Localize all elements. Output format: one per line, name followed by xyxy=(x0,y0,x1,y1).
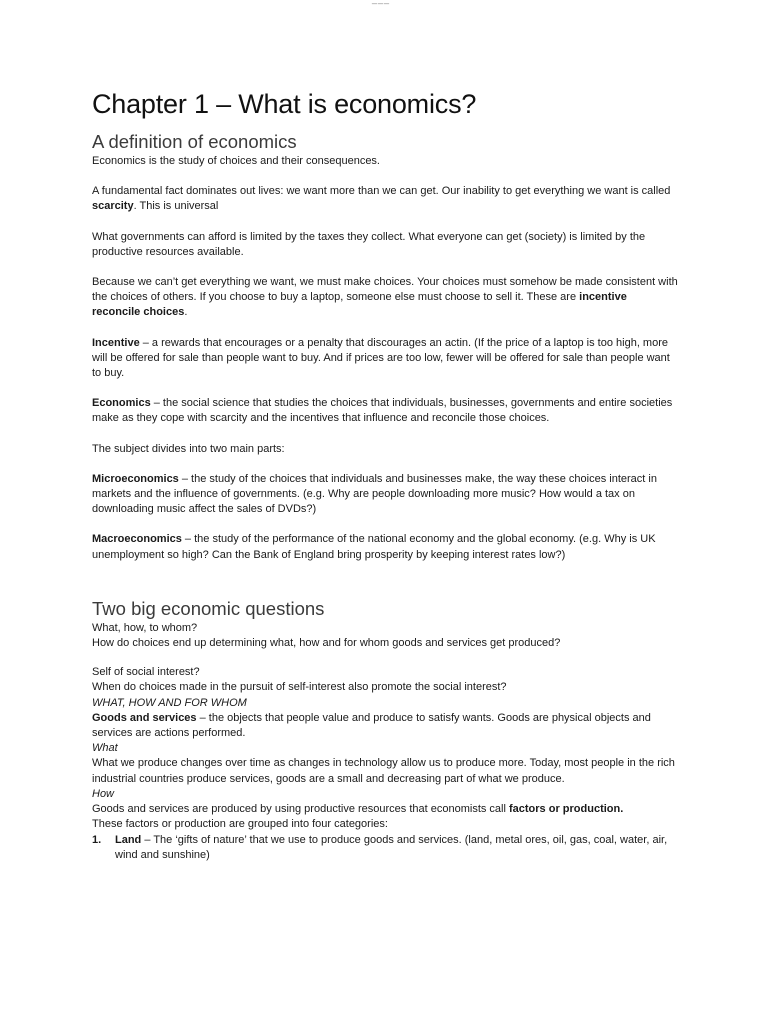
paragraph-how: Goods and services are produced by using productive resources that economists call factors or production. xyxy=(92,803,624,816)
question-two-title: Self of social interest? xyxy=(92,666,200,679)
term-macroeconomics: Macroeconomics xyxy=(92,533,182,546)
paragraph-what: What we produce changes over time as changes in technology allow us to produce more. Today, most people in the rich industrial countries produce services, goods are a small and decreasing part of what we produce. xyxy=(92,757,675,785)
list-number: 1. xyxy=(92,833,102,846)
subheading-what-how-whom: WHAT, HOW AND FOR WHOM xyxy=(92,696,247,709)
paragraph-scarcity: A fundamental fact dominates out lives: we want more than we can get. Our inability to get everything we want is called scarcity. This is universal xyxy=(92,185,671,213)
factors-list xyxy=(92,833,678,863)
paragraph-subject-divides: The subject divides into two main parts: xyxy=(92,442,285,455)
paragraph-economics-definition: Economics – the social science that studies the choices that individuals, businesses, governments and entire societies make as they cope with scarcity and the incentives that influence and reconcile those choices. xyxy=(92,397,673,425)
paragraph-governments: What governments can afford is limited by the taxes they collect. What everyone can get (society) is limited by the productive resources available. xyxy=(92,230,646,258)
section-heading-definition: A definition of economics xyxy=(92,131,297,152)
term-economics: Economics xyxy=(92,397,151,410)
term-incentive: Incentive xyxy=(92,336,140,349)
subheading-how: How xyxy=(92,787,115,800)
question-two-text: When do choices made in the pursuit of self-interest also promote the social interest? xyxy=(92,681,507,694)
paragraph-economics-study: Economics is the study of choices and their consequences. xyxy=(92,155,380,167)
question-one-title: What, how, to whom? xyxy=(92,621,198,634)
chapter-title: Chapter 1 – What is economics? xyxy=(92,89,477,119)
paragraph-choices: Because we can’t get everything we want, we must make choices. Your choices must somehow be made consistent with the choices of others. If you choose to buy a laptop, someone else must choose to sell it. These are incentive reconcile choices. xyxy=(92,276,678,319)
term-factors-production: factors or production. xyxy=(509,803,624,816)
paragraph-macroeconomics: Macroeconomics – the study of the performance of the national economy and the global economy. (e.g. Why is UK unemployment so high? Can the Bank of England bring prosperity by keeping interest rates low?) xyxy=(92,533,656,561)
section-heading-questions: Two big economic questions xyxy=(92,597,325,619)
question-one-text: How do choices end up determining what, how and for whom goods and services get produced? xyxy=(92,637,561,650)
paragraph-incentive: Incentive – a rewards that encourages or a penalty that discourages an actin. (If the price of a laptop is too high, more will be offered for sale than people want to buy. And if prices are too low, fewer will be offered for sale than people want to buy. xyxy=(92,336,670,380)
list-item: 1. Land – The ‘gifts of nature’ that we use to produce goods and services. (land, metal ores, oil, gas, coal, water, air, wind and sunshine) xyxy=(92,833,668,861)
paragraph-microeconomics: Microeconomics – the study of the choices that individuals and businesses make, the way these choices interact in markets and the influence of governments. (e.g. Why are people downloading more music? How would a tax on downloading music affect the sales of DVDs?) xyxy=(92,472,657,516)
header-mark xyxy=(372,0,390,4)
term-incentive-reconcile: incentive reconcile choices xyxy=(92,291,627,319)
paragraph-how-categories: These factors or production are grouped into four categories: xyxy=(92,818,388,831)
term-land: Land xyxy=(115,833,142,846)
term-scarcity: scarcity xyxy=(92,200,134,213)
term-microeconomics: Microeconomics xyxy=(92,472,179,485)
term-goods-services: Goods and services xyxy=(92,711,197,724)
paragraph-goods-services: Goods and services – the objects that people value and produce to satisfy wants. Goods are physical objects and services are actions performed. xyxy=(92,711,651,740)
subheading-what: What xyxy=(92,742,118,755)
document-content xyxy=(92,84,678,863)
